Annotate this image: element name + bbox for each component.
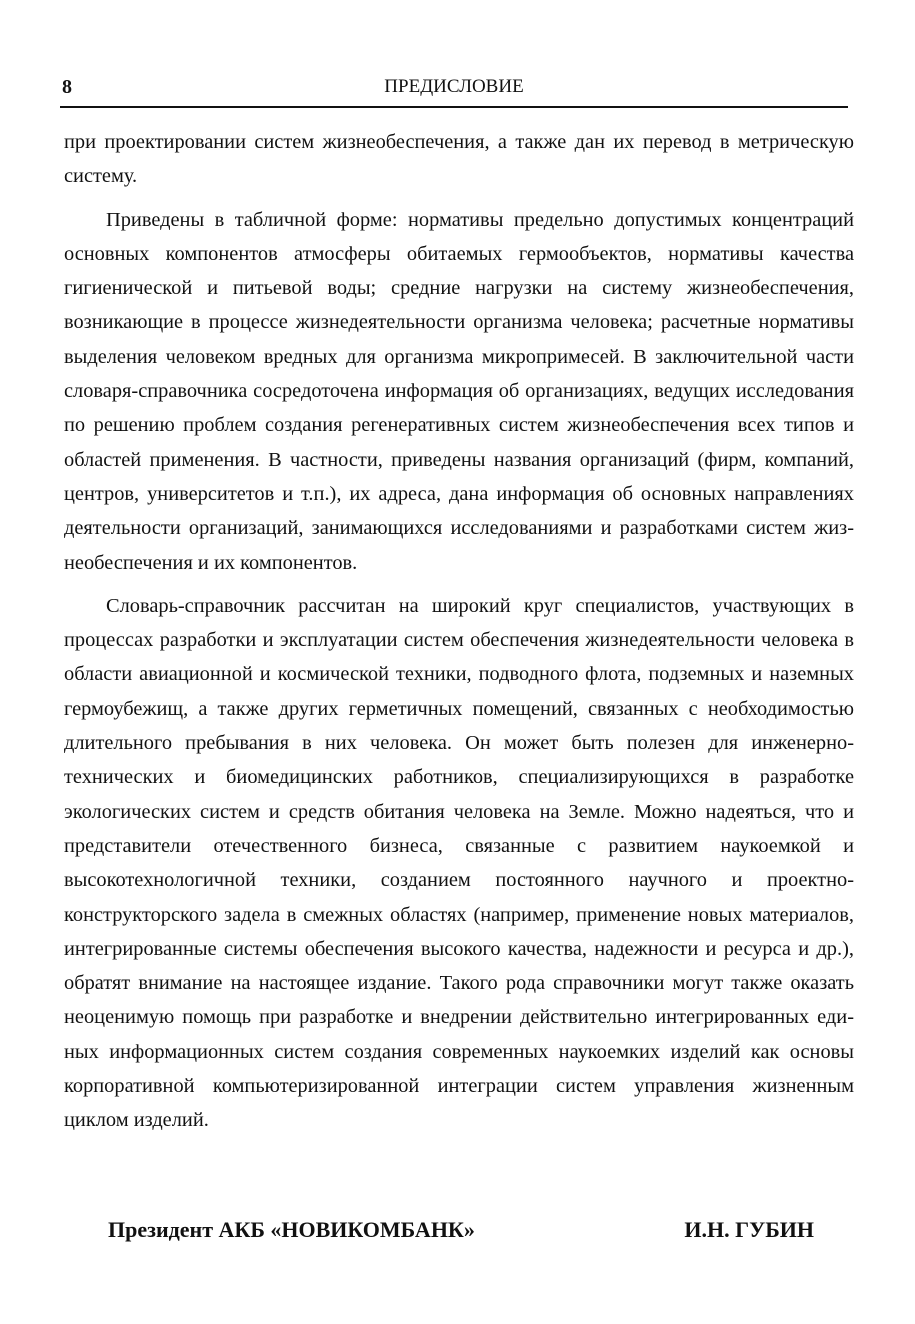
running-header xyxy=(60,72,848,102)
signature-block xyxy=(108,1217,814,1251)
paragraph: Словарь-справочник рассчитан на широкий круг специалистов, участвующих в процессах разработки и эксплуатации систем обеспечения жизнедеятельности человека в области авиационной и космической техники, подводного флота, подземных и наземных гермоубежищ, а также других герметичных помещений, связанных с необходимостью длительного пребывания в них человека. Он может быть полезен для инженерно-технических и биомедицинских работников, специализирующихся в разработке экологических систем и средств обитания человека на Земле. Можно надеяться, что и представители отечественного бизнеса, связанные с развитием наукоемкой и высокотехнологичной техники, созданием постоянного научного и проектно-конструкторского задела в смежных областях (например, применение новых материалов, интегрированные системы обеспечения высокого качества, надежности и ресурса и др.), обратят внимание на настоящее издание. Такого рода справочники могут также оказать неоценимую помощь при разработке и внедрении действительно интегрированных единых информационных систем создания современных наукоемких изделий как основы корпоративной компьютеризированной интеграции систем управления жизненным циклом изделий. xyxy=(64,594,854,1132)
body-text xyxy=(64,125,854,1147)
header-divider xyxy=(60,106,848,108)
signature-name: И.Н. ГУБИН xyxy=(684,1217,814,1242)
section-title: ПРЕДИСЛОВИЕ xyxy=(384,76,524,97)
paragraph-continued: при проектировании систем жизнеобеспечения, а также дан их перевод в метрическую систему. xyxy=(64,131,854,188)
page-number: 8 xyxy=(62,76,72,98)
paragraph: Приведены в табличной форме: нормативы предельно допустимых концентраций основных компонентов атмосферы обитаемых гермообъектов, нормативы качества гигиенической и питьевой воды; средние нагрузки на систему жизнеобеспечения, возникающие в процессе жизнедеятельности организма человека; расчетные нормативы выделения человеком вредных для организма микропримесей. В заключительной части словаря-справочника сосредоточена информация об организациях, ведущих исследования по решению проблем создания регенеративных систем жизнеобеспечения всех типов и областей применения. В частности, приведены названия организаций (фирм, компаний, центров, университетов и т.п.), их адреса, дана информация об основных направлениях деятельности организаций, занимающихся исследованиями и разработками систем жизнеобеспечения и их компонентов. xyxy=(64,208,854,574)
signature-role: Президент АКБ «НОВИКОМБАНК» xyxy=(108,1217,475,1242)
